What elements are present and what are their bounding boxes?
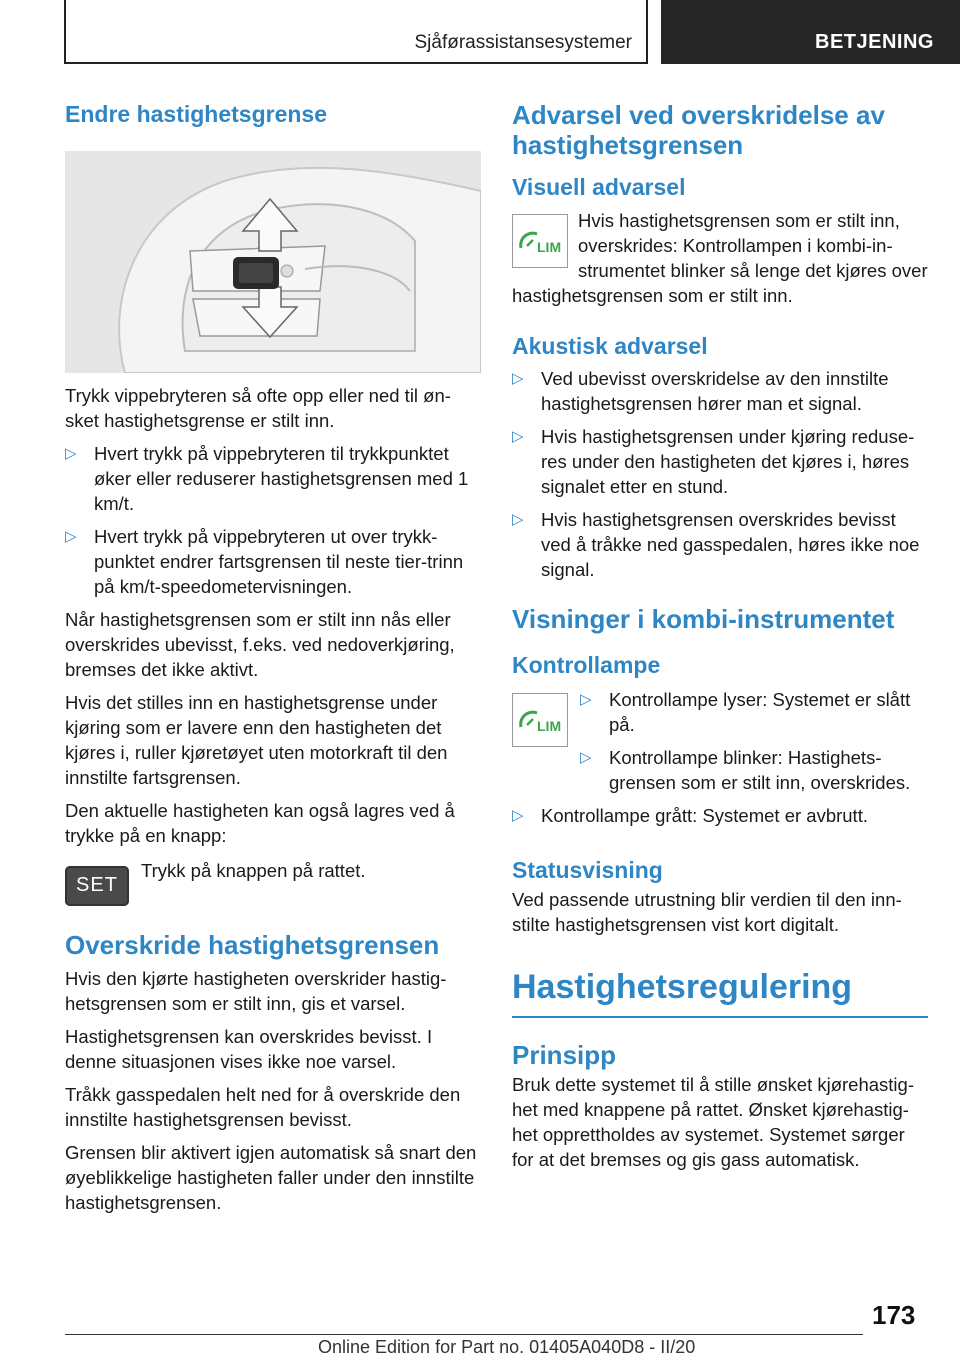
footer-rule <box>65 1334 863 1335</box>
bullet-list-rocker <box>65 441 481 599</box>
list-item: ▷ Kontrollampe lyser: Systemet er slått på. <box>580 689 911 736</box>
heading-exceed-limit: Overskride hastighetsgrensen <box>65 929 440 960</box>
heading-warning: Advarsel ved overskridelse av hastighetsgrensen <box>512 100 885 161</box>
set-button-icon: SET <box>65 866 129 906</box>
list-item: ▷ Hvert trykk på vippebryteren ut over trykk-punktet endrer fartsgrensen til neste tier-trinn på km/t-speedometervisningen. <box>65 525 464 597</box>
paragraph-rocker: Trykk vippebryteren så ofte opp eller ned til øn-sket hastighetsgrense er stilt inn. <box>65 384 451 431</box>
paragraph-exceed-warning: Hvis den kjørte hastigheten overskrider hastig-hetsgrensen som er stilt inn, gis et varsel. <box>65 968 447 1015</box>
set-instruction-text: Trykk på knappen på rattet. <box>141 859 366 881</box>
bullet-list-lamp-grey <box>512 803 928 828</box>
list-item: ▷ Hvis hastighetsgrensen overskrides bevisst ved å tråkke ned gasspedalen, høres ikke noe signal. <box>512 509 920 581</box>
bullet-list-lamp <box>580 687 928 795</box>
header-chapter-title: BETJENING <box>815 31 934 53</box>
speed-limiter-lim-icon <box>512 214 568 268</box>
triangle-right-icon: ▷ <box>512 807 524 825</box>
heading-visual-warning: Visuell advarsel <box>512 173 686 200</box>
heading-status-display: Statusvisning <box>512 857 663 884</box>
list-item: ▷ Kontrollampe blinker: Hastighets-grensen som er stilt inn, overskrides. <box>580 747 911 794</box>
triangle-right-icon: ▷ <box>580 749 592 767</box>
right-column <box>512 100 928 1172</box>
list-item: ▷ Hvis hastighetsgrensen under kjøring reduse-res under den hastigheten det kjøres i, høres signalet etter en stund. <box>512 426 915 498</box>
svg-text:LIM: LIM <box>537 238 562 255</box>
heading-cruise-control: Hastighetsregulering <box>512 968 853 1007</box>
header-section-title: Sjåførassistansesystemer <box>414 32 632 53</box>
left-column <box>65 100 481 1215</box>
header-chapter-tab <box>661 0 960 64</box>
principle-text: Bruk dette systemet til å stille ønsket kjørehastig-het med knappene på rattet. Ønsket kjørehastig-het opprettholdes av systemet. Systemet sørger for at det bremses og gis gass automatisk. <box>512 1074 914 1171</box>
paragraph-store-speed: Den aktuelle hastigheten kan også lagres ved å trykke på en knapp: <box>65 799 455 846</box>
bullet-list-acoustic <box>512 366 928 582</box>
paragraph-lower-limit: Hvis det stilles inn en hastighetsgrense under kjøring som er lavere enn den hastigheten det kjøres i, ruller kjøretøyet uten motorkraft til den innstilte fartsgrensen. <box>65 691 448 788</box>
steering-wheel-illustration <box>65 151 481 373</box>
indicator-lamp-block <box>512 687 928 795</box>
heading-acoustic-warning: Akustisk advarsel <box>512 332 708 359</box>
status-display-text: Ved passende utrustning blir verdien til den inn-stilte hastighetsgrensen vist kort digitalt. <box>512 889 902 936</box>
heading-principle: Prinsipp <box>512 1040 617 1071</box>
heading-instrument-displays: Visninger i kombi-instrumentet <box>512 604 895 635</box>
header-section-box <box>64 0 648 64</box>
triangle-right-icon: ▷ <box>65 444 77 462</box>
heading-indicator-lamp: Kontrollampe <box>512 651 661 678</box>
steering-wheel-rocker-icon <box>65 151 481 373</box>
triangle-right-icon: ▷ <box>512 428 524 446</box>
paragraph-reactivation: Grensen blir aktivert igjen automatisk så snart den øyeblikkelige hastigheten faller under den innstilte hastighetsgrensen. <box>65 1142 477 1214</box>
paragraph-kickdown: Tråkk gasspedalen helt ned for å overskride den innstilte hastighetsgrensen bevisst. <box>65 1084 461 1131</box>
speed-limiter-lim-icon <box>512 693 568 747</box>
footer-edition: Online Edition for Part no. 01405A040D8 - II/20 <box>318 1337 696 1357</box>
paragraph-exceed-deliberate: Hastighetsgrensen kan overskrides bevisst. I denne situasjonen vises ikke noe varsel. <box>65 1026 433 1073</box>
list-item: ▷ Hvert trykk på vippebryteren til trykkpunktet øker eller reduserer hastighetsgrensen med 1 km/t. <box>65 442 469 514</box>
visual-warning-block <box>512 208 928 308</box>
heading-change-limit: Endre hastighetsgrense <box>65 101 328 127</box>
triangle-right-icon: ▷ <box>512 511 524 529</box>
triangle-right-icon: ▷ <box>65 527 77 545</box>
visual-warning-text: Hvis hastighetsgrensen som er stilt inn, overskrides: Kontrollampen i kombi-in-strumentet blinker så lenge det kjøres over hastighetsgrensen som er stilt inn. <box>512 209 928 306</box>
page-number: 173 <box>872 1300 916 1330</box>
list-item: ▷ Ved ubevisst overskridelse av den innstilte hastighetsgrensen hører man et signal. <box>512 368 889 415</box>
triangle-right-icon: ▷ <box>512 370 524 388</box>
paragraph-no-braking: Når hastighetsgrensen som er stilt inn nås eller overskrides ubevisst, f.eks. ved nedoverkjøring, bremses det ikke aktivt. <box>65 608 455 680</box>
list-item: ▷ Kontrollampe grått: Systemet er avbrutt. <box>512 805 868 827</box>
set-instruction-row <box>65 858 481 906</box>
triangle-right-icon: ▷ <box>580 691 592 709</box>
svg-text:LIM: LIM <box>537 718 562 735</box>
